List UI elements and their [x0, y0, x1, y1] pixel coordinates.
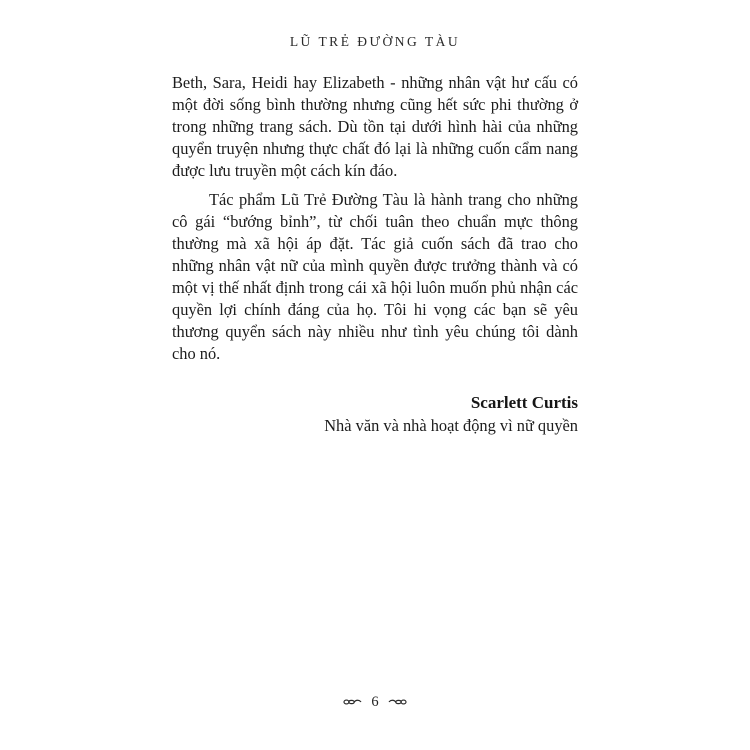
page-content	[172, 34, 578, 437]
page-footer	[0, 695, 750, 710]
signature-author-role: Nhà văn và nhà hoạt động vì nữ quyền	[324, 416, 578, 435]
fleuron-right-icon	[388, 697, 408, 707]
signature-author-name: Scarlett Curtis	[470, 393, 578, 412]
paragraph-2: Tác phẩm Lũ Trẻ Đường Tàu là hành trang cho những cô gái “bướng bỉnh”, từ chối tuân theo chuẩn mực thông thường mà xã hội áp đặt. Tác giả cuốn sách đã trao cho những nhân vật nữ của mình quyền được trưởng thành và có một vị thế nhất định trong cái xã hội luôn muốn phủ nhận các quyền lợi chính đáng của họ. Tôi hi vọng các bạn sẽ yêu thương quyển sách này nhiều như tình yêu chúng tôi dành cho nó.	[172, 190, 578, 363]
paragraph-1: Beth, Sara, Heidi hay Elizabeth - những nhân vật hư cấu có một đời sống bình thường nhưng cũng hết sức phi thường ở trong những trang sách. Dù tồn tại dưới hình hài của những quyển truyện nhưng thực chất đó lại là những cuốn cẩm nang được lưu truyền một cách kín đáo.	[172, 73, 578, 180]
fleuron-left-icon	[342, 697, 362, 707]
running-head-title: LŨ TRẺ ĐƯỜNG TÀU	[289, 34, 461, 49]
page-number: 6	[371, 694, 379, 710]
signature-block	[172, 392, 578, 437]
